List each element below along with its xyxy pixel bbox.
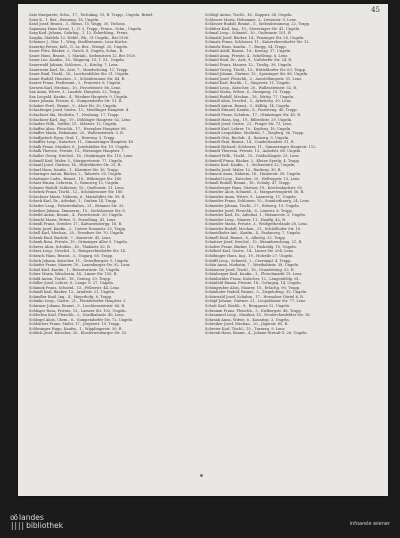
directory-entry: Schlegel Alois, Uhrm., 6., Gumpendorfer Str. 72, Ungeln. [29, 317, 134, 322]
directory-entry: Schleicher Franz, Maler, 17., Jörgerstr. 19, Trapp. [29, 322, 121, 327]
logo-line1: landes [19, 513, 44, 522]
directory-entry: Schmidt Josef, Gastw., 21., Prager Str. 71, Lenz. [205, 122, 293, 127]
directory-entry: Schön Anna, Modistin, 7., Westbahnstr. 38, Ungeln. [205, 263, 300, 268]
directory-entry: Schneider Alois, Schneid., 5., Margaretengürtel 36, R. [205, 190, 305, 195]
directory-entry: Schenk Rosa, Private, 19., Grinzinger Allee 9, Ungeln. [29, 240, 128, 245]
directory-entry: Schild Anton, Tischl., 18., Gentzg. 33, Trapp. [29, 276, 112, 281]
directory-entry: Schnitzer Josef, Drechsl., 15., Braunhirscheng. 21, R. [205, 240, 303, 245]
directory-entry: Schmied Wilh., Tischl., 15., Goldschlagstr. 25, Lenz. [205, 153, 300, 158]
directory-entry: Sauerwald Johann, Schlossn., 3., Kirchg. 7, Lenz. [29, 63, 119, 68]
directory-entry: Schatz Emma, Lehrerin, 3., Rennweg 12, Ungeln. [29, 181, 120, 186]
directory-entry: Schmidt Eduard, Kaufm., 8., Piaristeng. 40, Trapp. [205, 108, 298, 113]
directory-entry: Schönberger Karl, Kaufm., 1., Fleischmarkt 19, Lenz. [205, 272, 303, 277]
directory-entry: Schlüter Karl, Ing., 19., Sieveringer Str. 41, Ungeln. [205, 26, 301, 31]
directory-entry: Schein Josef, Kaufm., 2., Untere Donaustr. 25, Trapp. [29, 226, 127, 231]
directory-entry: Schneider Maria, Private, 3., Weißgerberlände 28, Lenz. [205, 222, 309, 227]
logo-line2: bibliothek [26, 521, 64, 530]
directory-entry: Schachinger Josef, Gastw., 12., Meidlinger Hauptstr. 4. [29, 108, 130, 113]
directory-entry: Schlager Rosa, Private, 13., Lainzer Str. 102, Ungeln. [29, 308, 127, 313]
directory-entry: Sauer Rudolf, Hausbes., 5., Schönbrunner Str. 44, R. [29, 76, 126, 81]
directory-entry: Schmiedl Franz, Bäcker, 2., Kleine Sperlg. 4, Trapp. [205, 158, 300, 163]
directory-entry: Schiller Josef, Lehrer, 8., Lange G. 27, Ungeln. [29, 281, 114, 286]
directory-entry: Schreier Karl, Tischl., 15., Turnerg. 9, Lenz. [205, 326, 286, 331]
directory-entry: Schneeberger Hans, Gärtner, 19., Krottenbachstr. 90. [205, 185, 304, 190]
directory-entry: Schrank Anna, Witwe, 6., Kaunitzg. 3, Ungeln. [205, 317, 290, 322]
directory-entry: Satz Margarete, Schn., 17., Tschukag. 15, R. Trapp., Ungeln, Brixel. [29, 13, 154, 17]
library-logo [10, 514, 63, 530]
directory-entry: Schmidl Alois, Drechsl., 5., Arbeiterg. 20, Lenz. [205, 99, 292, 104]
directory-entry: Scharf Hans, Kaufm., 1., Kärntner Str. 36, Trapp. [29, 167, 119, 172]
directory-entry: Schreiber Josef, Mechan., 20., Jägerstr. 85, R. [205, 322, 289, 327]
right-column [205, 13, 376, 336]
directory-entry: Schmid Maria, Witwe, 6., Stumperg. 15, Trapp. [205, 90, 292, 95]
directory-entry: Schmid Georg, Tischl., 15., Hütteldorfer Str. 63, Trapp. [205, 67, 307, 72]
directory-entry: Scheck Karl, Dr., Advokat, 1., Graben 14, Trapp. [29, 199, 118, 204]
directory-entry: Schaffgotsch Egon, Graf, 1., Herreng. 5, Trapp. [29, 135, 116, 140]
directory-entry: Schmalzl Josef, Bäcker, 14., Penzinger Str. 28, Ungeln. [205, 35, 305, 40]
directory-entry: Schneider Rudolf, Mechan., 21., Schloßhofer Str. 16. [205, 226, 302, 231]
directory-entry: Schmitz Karl, Kaufm., 1., Seilerstätte 22, Ungeln. [205, 163, 296, 168]
directory-entry: Schmelz Hans, Kaufm., 7., Burgg. 54, Trapp. [205, 44, 287, 49]
directory-entry: Scheidl Franz, Greisler, 17., Kalvarienbergg. 16, R. [29, 222, 123, 227]
directory-entry: Schinko Leop., Gastw., 21., Floridsdorfer Hauptstr. 3. [29, 299, 127, 304]
directory-entry: Schmid Adolf, Beamt., 18., Kreuzg. 17, Ungeln. [205, 49, 292, 54]
directory-entry: Schlosser Rudolf, Beamt., 5., Siebenbrunneng. 22, Trapp. [205, 22, 311, 27]
directory-entry: Savarin Karl, Mechan., 10., Favoritenstr. 66, Lenz. [29, 85, 122, 90]
directory-entry: Schell Karl, Mechan., 20., Dresdner Str. 70, Ungeln. [29, 231, 125, 236]
directory-entry: Saxer Johann, Friseur, 6., Gumpendorfer Str. 51, R. [29, 99, 123, 104]
directory-entry: Sauertig Peters, Kell., G. 2a, Bez., Wiengl. 20, Ungeln. [29, 44, 129, 49]
directory-entry: Sauer Leo, Kaufm., 18., Wagnerg. 15, 1. St., Ungeln. [29, 58, 125, 63]
directory-entry: Schöberl Karl, Gastw., 14., Linzer Str. 204, Lenz. [205, 249, 294, 254]
directory-entry: Schirmer Johann, Beamt., 9., Liechtensteinstr. 66, R. [29, 304, 126, 308]
directory-entry: Schmidt Paul, Beamt., 14., Cumberlandstr. 51, R. [205, 140, 295, 145]
footer-brand: infoarele wiener [349, 521, 390, 527]
directory-entry: Schmid Franz, Maurer, 12., Tivolig. 39, Ungeln. [205, 63, 293, 68]
directory-entry: Schmid Leop., Kutscher, 20., Wallensteinstr. 52, R. [205, 85, 298, 90]
directory-entry: Schalk Franz, Musiker, 8., Josefstädter Str. 19, Ungeln. [29, 144, 130, 149]
directory-entry: Schlechta Karl, Fleischh., 2., Nordbahnstr. 40, Lenz. [29, 313, 125, 318]
left-column [29, 13, 200, 336]
directory-entry: Schneider Josef, Fleischh., 6., Liniestr. 8, Trapp. [205, 208, 293, 213]
directory-entry: Schneider Franz, Schlosser, 10., Sonnleithnerg. 24, Lenz. [205, 199, 310, 204]
directory-entry: Sarglia, Stahlelo 12, Wohlf., Rh., 51 Ungeln., Bei 1926. [29, 35, 130, 40]
directory-entry: Schneider Karl, Dr., Advokat, 1., Bräunerstr. 5, Ungeln. [205, 213, 306, 218]
directory-entry: Scheuch Hans, Beamt., 3., Ungarg. 60, Trapp. [29, 253, 114, 258]
directory-entry: Schlosser Maria, Hebamme, 3., Löwenstr. 9, Lenz. [205, 17, 297, 22]
directory-entry: Schaffler Leop., Kutscher, 11., Simmeringer Hauptstr. 40. [29, 140, 135, 145]
directory-entry: Schnell Emil, Beamt., 8., Albertg. 33, Trapp. [205, 235, 286, 240]
directory-entry: Schaffer Maria, Hebamme, 20., Wallensteinstr. 3, R. [29, 131, 124, 136]
directory-entry: Schneider Anna, Witwe, 9., Lazarettg. 11, Ungeln. [205, 194, 297, 199]
directory-entry: Schönbichler Franz, Kutscher, 12., Längenfeldg. 61. [205, 276, 301, 281]
directory-entry: Schneidhofer Ant., Kaufm., 4., Paulanerg. 7, Ungeln. [205, 231, 301, 236]
directory-entry: Schindler Emil, Ing., 4., Mayerhofg. 8, Trapp. [29, 294, 113, 299]
directory-entry: Schneider Johann, Tischl., 17., Rötzerg. 19, Ungeln. [205, 203, 300, 208]
directory-entry: Schaffer Alois, Fleischh., 17., Hernalser Hauptstr. 88. [29, 126, 127, 131]
directory-entry: Schmidt Hans, Ing., 19., Billrothstr. 29, Ungeln. [205, 117, 293, 122]
directory-entry: Sauer Emil, Tischl., 16., Lerchenfelder Str. 31, Ungeln. [29, 72, 130, 77]
directory-entry: Schlesinger Hugo, Kaufm., 1., Wipplingerstr. 30, R. [29, 326, 123, 331]
directory-entry: Schott Karl, Buchh., 9., Berggasse 12, Ungeln. [205, 304, 291, 308]
directory-entry: Schramm Franz, Fleischh., 3., Erdbergstr. 48, Trapp. [205, 308, 302, 313]
directory-entry: Schmid Emil, Dr., Arzt, 9., Nußdorfer Str. 24, R. [205, 58, 293, 63]
directory-entry: Schlögl Anton, Tischl., 16., Koppstr. 34, Ungeln. [205, 13, 293, 17]
directory-entry: Schnabel Leop., Kutscher, 20., Hellwagstr. 13, Lenz. [205, 176, 301, 181]
directory-entry: Sax Leopold, Kaufm., 4., Wiedner Hauptstr. 9, Ungeln. [29, 94, 129, 99]
directory-entry: Schiel Karl, Kaufm., 1., Rotenturmstr. 18, Ungeln. [29, 267, 121, 272]
directory-entry: Schöbinger Hans, Ing., 19., Hofzeile 27, Ungeln. [205, 253, 294, 258]
directory-entry: Scherz Leop., Drechsl., 5., Reinprechtsdorfer Str. 14. [29, 249, 127, 254]
directory-entry: Schantl Josef, Gärtner, 14., Hütteldorfer Str. 25, R. [29, 163, 122, 168]
directory-entry: Scheiner J., Mar. 1., Wieg, Stadtbrennen, Lenz Kirche. [29, 40, 128, 45]
directory-entry: Schöngruber Alois, Maurer, 10., Erlachg. 90, Trapp. [205, 285, 301, 290]
directory-entry: Schnall Rudolf, Beamt., 18., Schulg. 47, Trapp. [205, 181, 291, 186]
directory-entry: Schmidt Karl, Lehrer, 10., Keplerg. 18, Ungeln. [205, 126, 292, 131]
directory-entry: Schmid Karl, Buchh., 1., Singerstr. 11, Ungeln. [205, 81, 291, 86]
directory-entry: Schaber Ferd., Beamt., 9., Alser Str. 30, Ungeln. [29, 103, 118, 108]
directory-entry: Schmidt Richard, Schlosser, 11., Simmeringer Hauptstr. 112. [205, 144, 317, 149]
directory-entry: Schneider Leop., Maurer, 11., Hauffg. 42, R. [205, 217, 287, 222]
directory-entry: Sapunsay Hans Kreuz, 1., G. 5, Trapp., Prenn., Schn., Ungeln. [29, 26, 143, 31]
directory-entry: Schönhofer Rudolf, Beamt., 5., Ziegelofeng. 35, Ungeln. [205, 290, 308, 295]
directory-entry: Schrammel Leop., Musiker, 16., Neulerchenfelder Str. 18. [205, 313, 311, 318]
directory-entry: Schrenk Hans, Beamt., 4., Johann-Strauß-G. 26, Ungeln. [205, 331, 308, 336]
directory-entry: Schmidt Theresia, Private, 13., Auhofstr. 66, Ungeln. [205, 149, 302, 154]
directory-entry: Scheibl Anton, Beamt., 4., Favoritenstr. 20, Ungeln. [29, 213, 124, 218]
directory-entry: Schick Johann, Kutscher, 11., Geiselbergstr. 5, Ungeln. [29, 258, 130, 263]
logo-mark-icon: oö [10, 513, 18, 522]
directory-entry: Sauer Hans, Beamt., 1. Mariah., Siebenstern 12, Bei 1920. [29, 53, 137, 58]
logo-bars-icon: |||| [10, 521, 25, 530]
directory-entry: Sax Anna, Witwe, 3., Landstr. Hauptstr. 22, Trapp. [29, 90, 121, 95]
directory-entry: Scheder Leop., Fuhrwerksbes., 21., Brünner Str. 33. [29, 203, 125, 208]
directory-entry: Saurer Franz, Postbeamt., 2., Praterstr. 8, Ungeln. [29, 81, 122, 86]
directory-entry: Schimek Franz, Schneid., 15., Felberstr. 44, Lenz. [29, 285, 121, 290]
directory-entry: Satzl Josef, Beamt., 3., Reuss. 15, Wagg. 30, Tschoss. [29, 22, 126, 27]
directory-entry: Schlick Josef, Kutscher, 20., Klosterneuburger Str. 55. [29, 331, 128, 336]
directory-entry: Schattauer Ludw., Beamt., 18., Währinger Str. 140. [29, 176, 123, 181]
directory-entry: Schmid Josef, Fleischh., 2., Ausstellungsstr. 31, Lenz. [205, 76, 303, 81]
center-dot [200, 474, 203, 477]
directory-entry: Schönfeld Emma, Private, 18., Cottageg. 14, Ungeln. [205, 281, 302, 286]
directory-entry: Sauerwein Karl, Dr., Arzt, 7., Mondscheing. 11, Trapp. [29, 67, 129, 72]
directory-entry: Schaller Georg, Drechsl., 16., Ottakringer Str. 110, Lenz. [29, 153, 134, 158]
directory-entry: Schenk Emil, Buchdr., 7., Kaiserstr. 45, Lenz. [29, 235, 112, 240]
directory-entry: Schmal Leop., Schneid., 10., Gudrunstr. 101, R. [205, 31, 292, 36]
directory-entry: Satzi K., 1. Bez., Braunng. 18, Ungeln. [29, 17, 100, 22]
directory-entry: Scheiber Johann, Zimmerm., 15., Sechshauser Str. 8. [29, 208, 126, 213]
directory-entry: Scherer Alois, Schuhm., 16., Thaliastr. 82, R. [29, 244, 111, 249]
directory-entry: Schiefer Franz, Maurer, 10., Laxenburger Str. 92, Lenz. [29, 263, 131, 268]
directory-entry: Schmid Rudolf, Mechan., 16., Wattg. 77, Ungeln. [205, 94, 295, 99]
directory-entry: Schönauer Josef, Tischl., 16., Grundsteing. 52, R. [205, 267, 295, 272]
directory-entry: Schönwald Josef, Schuhm., 17., Hernalser Gürtel 6, R. [205, 294, 304, 299]
directory-entry: Sarg Karl, Johann, Gabrlng., 1. 12, Eckerblmg., Prenz. [29, 31, 129, 36]
directory-entry: Schandl Karl, Maler, 5., Margaretenstr. 77, Ungeln. [29, 158, 124, 163]
directory-entry: Schebek Franz, Tischl., 12., Schönbrunner Str. 180. [29, 190, 124, 195]
directory-entry: Schindl Karl, Bäcker, 12., Arndtstr. 21, Ungeln. [29, 290, 116, 295]
directory-entry: Schmidt Anton, Beamt., 3., Kölblg. 14, Ungeln. [205, 103, 291, 108]
directory-entry: Schaden Wilh., Sattler, 15., Märzstr. 12, Ungeln. [29, 122, 118, 127]
directory-entry: Schmölz Josef, Maler, 12., Ruckerg. 30, R. [205, 167, 282, 172]
directory-entry: Sauer Fritz, Bäcker, 2., Gusch. 6, Ungeln, Schm., R. [29, 49, 124, 54]
directory-entry: Schober Franz, Bäcker, 13., Fasholdg. 10, Ungeln. [205, 244, 297, 249]
directory-entry: Schmidt Otto, Buchdr., 4., Rainerg. 9, Ungeln. [205, 135, 290, 140]
directory-entry: Schalk Therese, Private, 13., Hietzinger Hauptstr. 7. [29, 149, 125, 154]
directory-entry: Scheichl Maria, Witwe, 9., Porzellang. 41, Lenz. [29, 217, 117, 222]
page-number: 45 [371, 6, 380, 14]
directory-entry: Schmidt Franz, Schuhm., 17., Ottakringer Str. 45, R. [205, 113, 302, 118]
directory-entry: Schöpf Johann, Gärtner, 21., Leopoldauer Str. 77, Lenz. [205, 299, 307, 304]
directory-entry: Schauer Rudolf, Schlosser, 10., Quellenstr. 31, Lenz. [29, 185, 125, 190]
directory-entry: Schmid Anna, Private, 4., Schelleing. 6, Lenz. [205, 53, 289, 58]
directory-entry: Schier Maria, Wäscherin, 14., Linzer Str. 150, R. [29, 272, 118, 277]
directory-entry: Schechner Marie, Näherin, 6., Mariahilfer Str. 99, R. [29, 194, 126, 199]
directory-entry: Schachner Ida, Modistin, 7., Neubaug. 17, Trapp. [29, 113, 120, 118]
directory-entry: Scharinger Anton, Bäcker, 2., Taborstr. 50, Ungeln. [29, 172, 123, 177]
directory-entry: Schmid Johann, Gärtner, 13., Speisinger Str. 88, Ungeln. [205, 72, 309, 77]
directory-entry: Schmuck Anna, Näherin, 16., Hasnerstr. 58, Ungeln. [205, 172, 302, 177]
directory-entry: Schmatz Franz, Schlosser, 11., Kaiserebersdorfer Str. 12. [205, 40, 310, 45]
scanned-page [18, 4, 388, 496]
directory-entry: Schachner Karl, Ing., 19., Döblinger Hauptstr. 62, Lenz. [29, 117, 132, 122]
directory-entry: Schöffl Leop., Schneid., 2., Czerninpl. 4, Trapp. [205, 258, 292, 263]
directory-entry: Schmidt Leopoldine, Modistin, 7., Zieglerg. 36, Trapp. [205, 131, 305, 136]
